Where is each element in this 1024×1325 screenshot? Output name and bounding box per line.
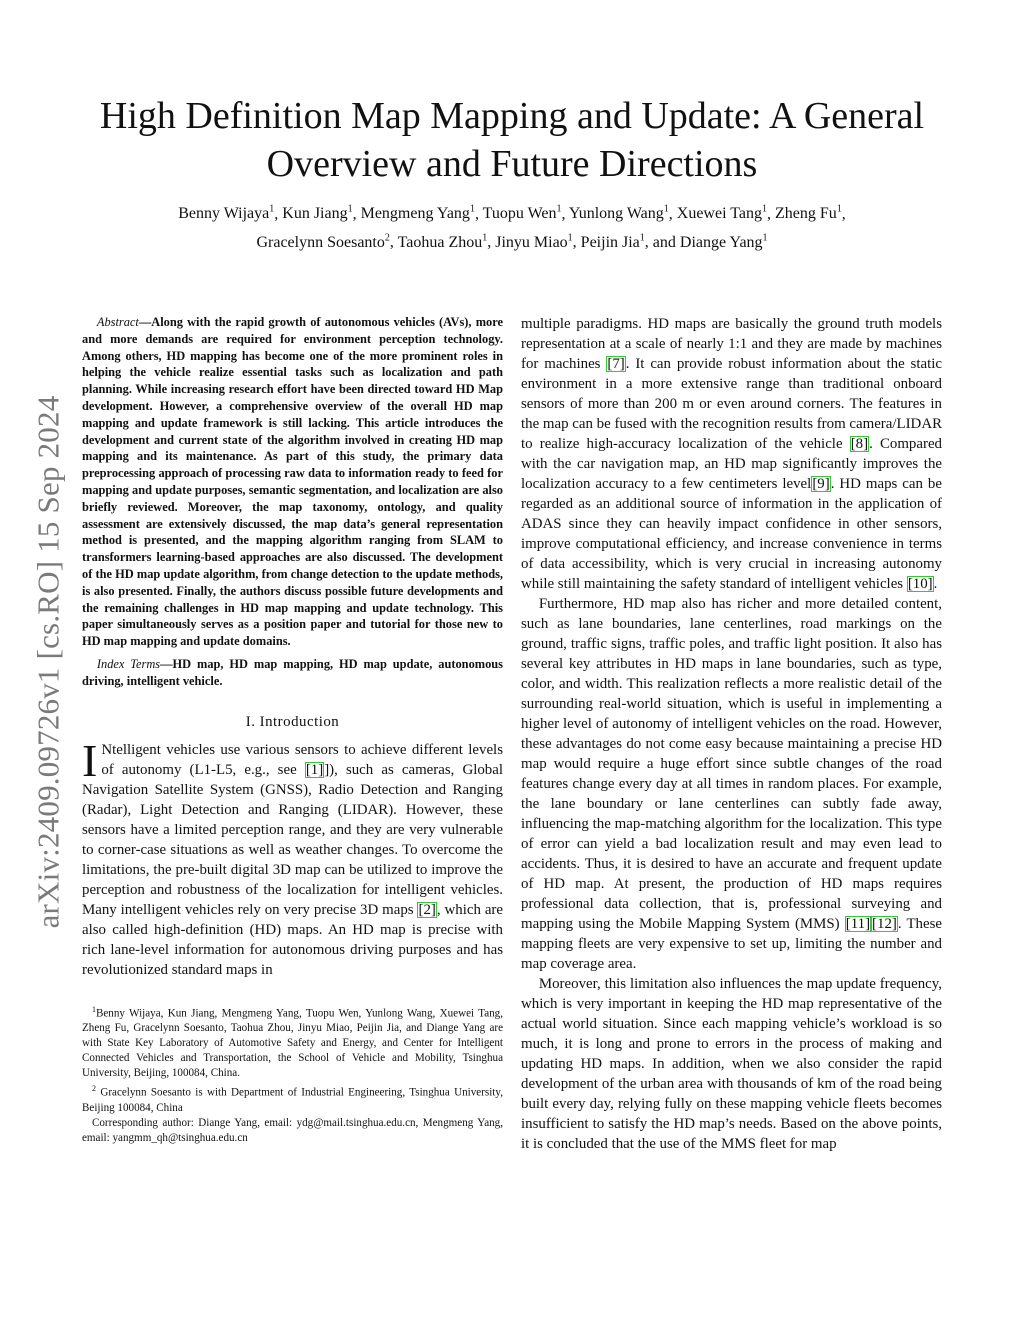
right-column — [521, 314, 942, 1154]
footnotes — [82, 1002, 503, 1146]
left-column — [82, 314, 503, 1146]
author: Zheng Fu$^1$ — [775, 204, 842, 223]
author-list: Benny Wijaya$^1$, Kun Jiang$^1$, Mengmeng Yang$^1$, Tuopu Wen$^1$, Yunlong Wang$^1$, Xuewei Tang$^1$, Zheng Fu$^1$, Gracelynn Soesanto$^2$, Taohua Zhou$^1$, Jinyu Miao$^1$, Peijin Jia$^1$, and Diange Yang$^1$ — [178, 204, 846, 251]
citation-link[interactable]: [12] — [872, 916, 897, 932]
index-terms — [82, 656, 503, 690]
citation-link[interactable]: [8] — [850, 436, 869, 452]
author: Xuewei Tang$^1$ — [676, 204, 767, 223]
author: Mengmeng Yang$^1$ — [360, 204, 475, 223]
intro-paragraph-3: Moreover, this limitation also influences the map update frequency, which is very important in keeping the HD map representative of the actual world situation. Since each mapping vehicle’s workload is so much, it is long and prone to errors in the process of making and updating HD maps. In addition, when we also consider the rapid development of the urban area with thousands of km of the road being built every day, relying fully on these mapping vehicle fleets becomes insufficient to satisfy the HD map’s needs. Based on the above points, it is concluded that the use of the MMS fleet for map — [521, 976, 942, 1152]
abstract-text: —Along with the rapid growth of autonomous vehicles (AVs), more and more demands are required for environment perception technology. Among others, HD mapping has become one of the more prominent roles in helping the vehicle realize essential tasks such as localization and path planning. While increasing research effort have been directed toward HD Map development. However, a comprehensive overview of the overall HD map mapping and update framework is still lacking. This article introduces the development and current state of the algorithm involved in creating HD map mapping and its maintenance. As part of this study, the primary data preprocessing approach of processing raw data to information ready to feed for mapping and update purposes, semantic segmentation, and localization are also briefly reviewed. Moreover, the map taxonomy, ontology, and quality assessment are extensively discussed, the map data’s general representation method is presented, and the mapping algorithm ranging from SLAM to transformers learning-based approaches are also discussed. The development of the HD map update algorithm, from change detection to the update methods, is also presented. Finally, the authors discuss possible future developments and the remaining challenges in HD map mapping and update technology. This paper simultaneously serves as a position paper and tutorial for those new to HD map mapping and update domains. — [82, 315, 503, 649]
author: Peijin Jia$^1$ — [580, 232, 645, 251]
intro-paragraph-1-continued: multiple paradigms. HD maps are basically the ground truth models representation at a scale of nearly 1:1 and they are made by machines for machines [7]. It can provide robust information about the static environment in a more extensive range than traditional onboard sensors of more than 200 m or even around corners. The features in the map can be fused with the recognition results from camera/LIDAR to realize high-accuracy localization of the vehicle [8]. Compared with the car navigation map, an HD map significantly improves the localization accuracy to a few centimeters level[9]. HD maps can be regarded as an additional source of information in the application of ADAS since they can heavily impact confidence in other sensors, improve computational efficiency, and increase convenience in terms of data accessibility, which is very crucial in increasing autonomy while still maintaining the safety standard of intelligent vehicles [10]. — [521, 316, 942, 592]
footnote-affiliation-2: $^2$ Gracelynn Soesanto is with Department of Industrial Engineering, Tsinghua University, Beijing 100084, China — [82, 1084, 503, 1114]
citation-link[interactable]: [1] — [305, 761, 324, 778]
author: Tuopu Wen$^1$ — [482, 204, 562, 223]
arxiv-identifier: arXiv:2409.09726v1 [cs.RO] 15 Sep 2024 — [30, 395, 65, 929]
index-terms-text: —HD map, HD map mapping, HD map update, autonomous driving, intelligent vehicle. — [82, 656, 503, 688]
citation-link[interactable]: [11] — [845, 916, 871, 932]
author: Taohua Zhou$^1$ — [397, 232, 488, 251]
author: Kun Jiang$^1$ — [282, 204, 353, 223]
abstract-label: Abstract — [96, 315, 139, 329]
citation-link[interactable]: [10] — [907, 576, 933, 592]
footnote-corresponding-author: Corresponding author: Diange Yang, email: ydg@mail.tsinghua.edu.cn, Mengmeng Yang, email: yangmm_qh@tsinghua.edu.cn — [82, 1116, 503, 1144]
intro-paragraph-1: I Ntelligent vehicles use various sensors to achieve different levels of autonomy (L1-L5, e.g., see [1]]), such as cameras, Global Navigation Satellite System (GNSS), Radio Detection and Ranging (Radar), Light Detection and Ranging (LIDAR). However, these sensors have a limited perception range, and they are very vulnerable to corner-case situations as well as weather changes. To overcome the limitations, the pre-built digital 3D map can be utilized to improve the perception and robustness of the localization for intelligent vehicles. Many intelligent vehicles rely on very precise 3D maps [2], which are also called high-definition (HD) maps. An HD map is precise with rich lane-level information for autonomous driving purposes and has revolutionized standard maps in — [82, 734, 503, 978]
paper-title: High Definition Map Mapping and Update: A General Overview and Future Directions — [99, 95, 925, 185]
section-heading-introduction: I. Introduction — [245, 713, 340, 730]
citation-link[interactable]: [9] — [812, 476, 830, 492]
footnote-affiliation-1: $^1$Benny Wijaya, Kun Jiang, Mengmeng Yang, Tuopu Wen, Yunlong Wang, Xuewei Tang, Zheng Fu, Gracelynn Soesanto, Taohua Zhou, Jinyu Miao, Peijin Jia, and Diange Yang are with State Key Laboratory of Automotive Safety and Energy, and Center for Intelligent Connected Vehicles and Transportation, the School of Vehicle and Mobility, Tsinghua University, Beijing, 100084, China. — [82, 1004, 503, 1080]
abstract — [82, 314, 503, 650]
author: and Diange Yang$^1$ — [652, 232, 768, 251]
citation-link[interactable]: [7] — [607, 356, 625, 372]
index-terms-label: Index Terms — [96, 656, 161, 671]
arxiv-side-stamp — [26, 352, 70, 972]
citation-link[interactable]: [2] — [418, 901, 436, 918]
drop-cap: I — [82, 734, 98, 786]
author: Yunlong Wang$^1$ — [568, 204, 669, 223]
author: Benny Wijaya$^1$ — [178, 204, 275, 223]
author: Jinyu Miao$^1$ — [495, 232, 573, 251]
author: Gracelynn Soesanto$^2$ — [256, 232, 390, 251]
intro-paragraph-2: Furthermore, HD map also has richer and more detailed content, such as lane boundaries, lane centerlines, road markings on the ground, traffic signs, traffic poles, and traffic light position. It also has several key attributes in HD maps in lane boundaries, such as type, color, and width. This realization reflects a more realistic detail of the surrounding real-world situation, which is useful in implementing a higher level of autonomy of intelligent vehicles on the road. However, these advantages do not come easy because maintaining a precise HD map would require a huge effort since subtle changes of the road features change every day at all times in random places. For example, the lane boundary or lane centerlines can subtly fade away, influencing the map-matching algorithm for the localization. This type of error can yield a bad localization result and may even lead to accidents. Thus, it is desired to have an accurate and frequent update of HD map. At present, the production of HD maps requires professional data collection, that is, professional surveying and mapping using the Mobile Mapping System (MMS) [11] [12]. These mapping fleets are very expensive to set up, limiting the number and map coverage area. — [521, 596, 942, 972]
